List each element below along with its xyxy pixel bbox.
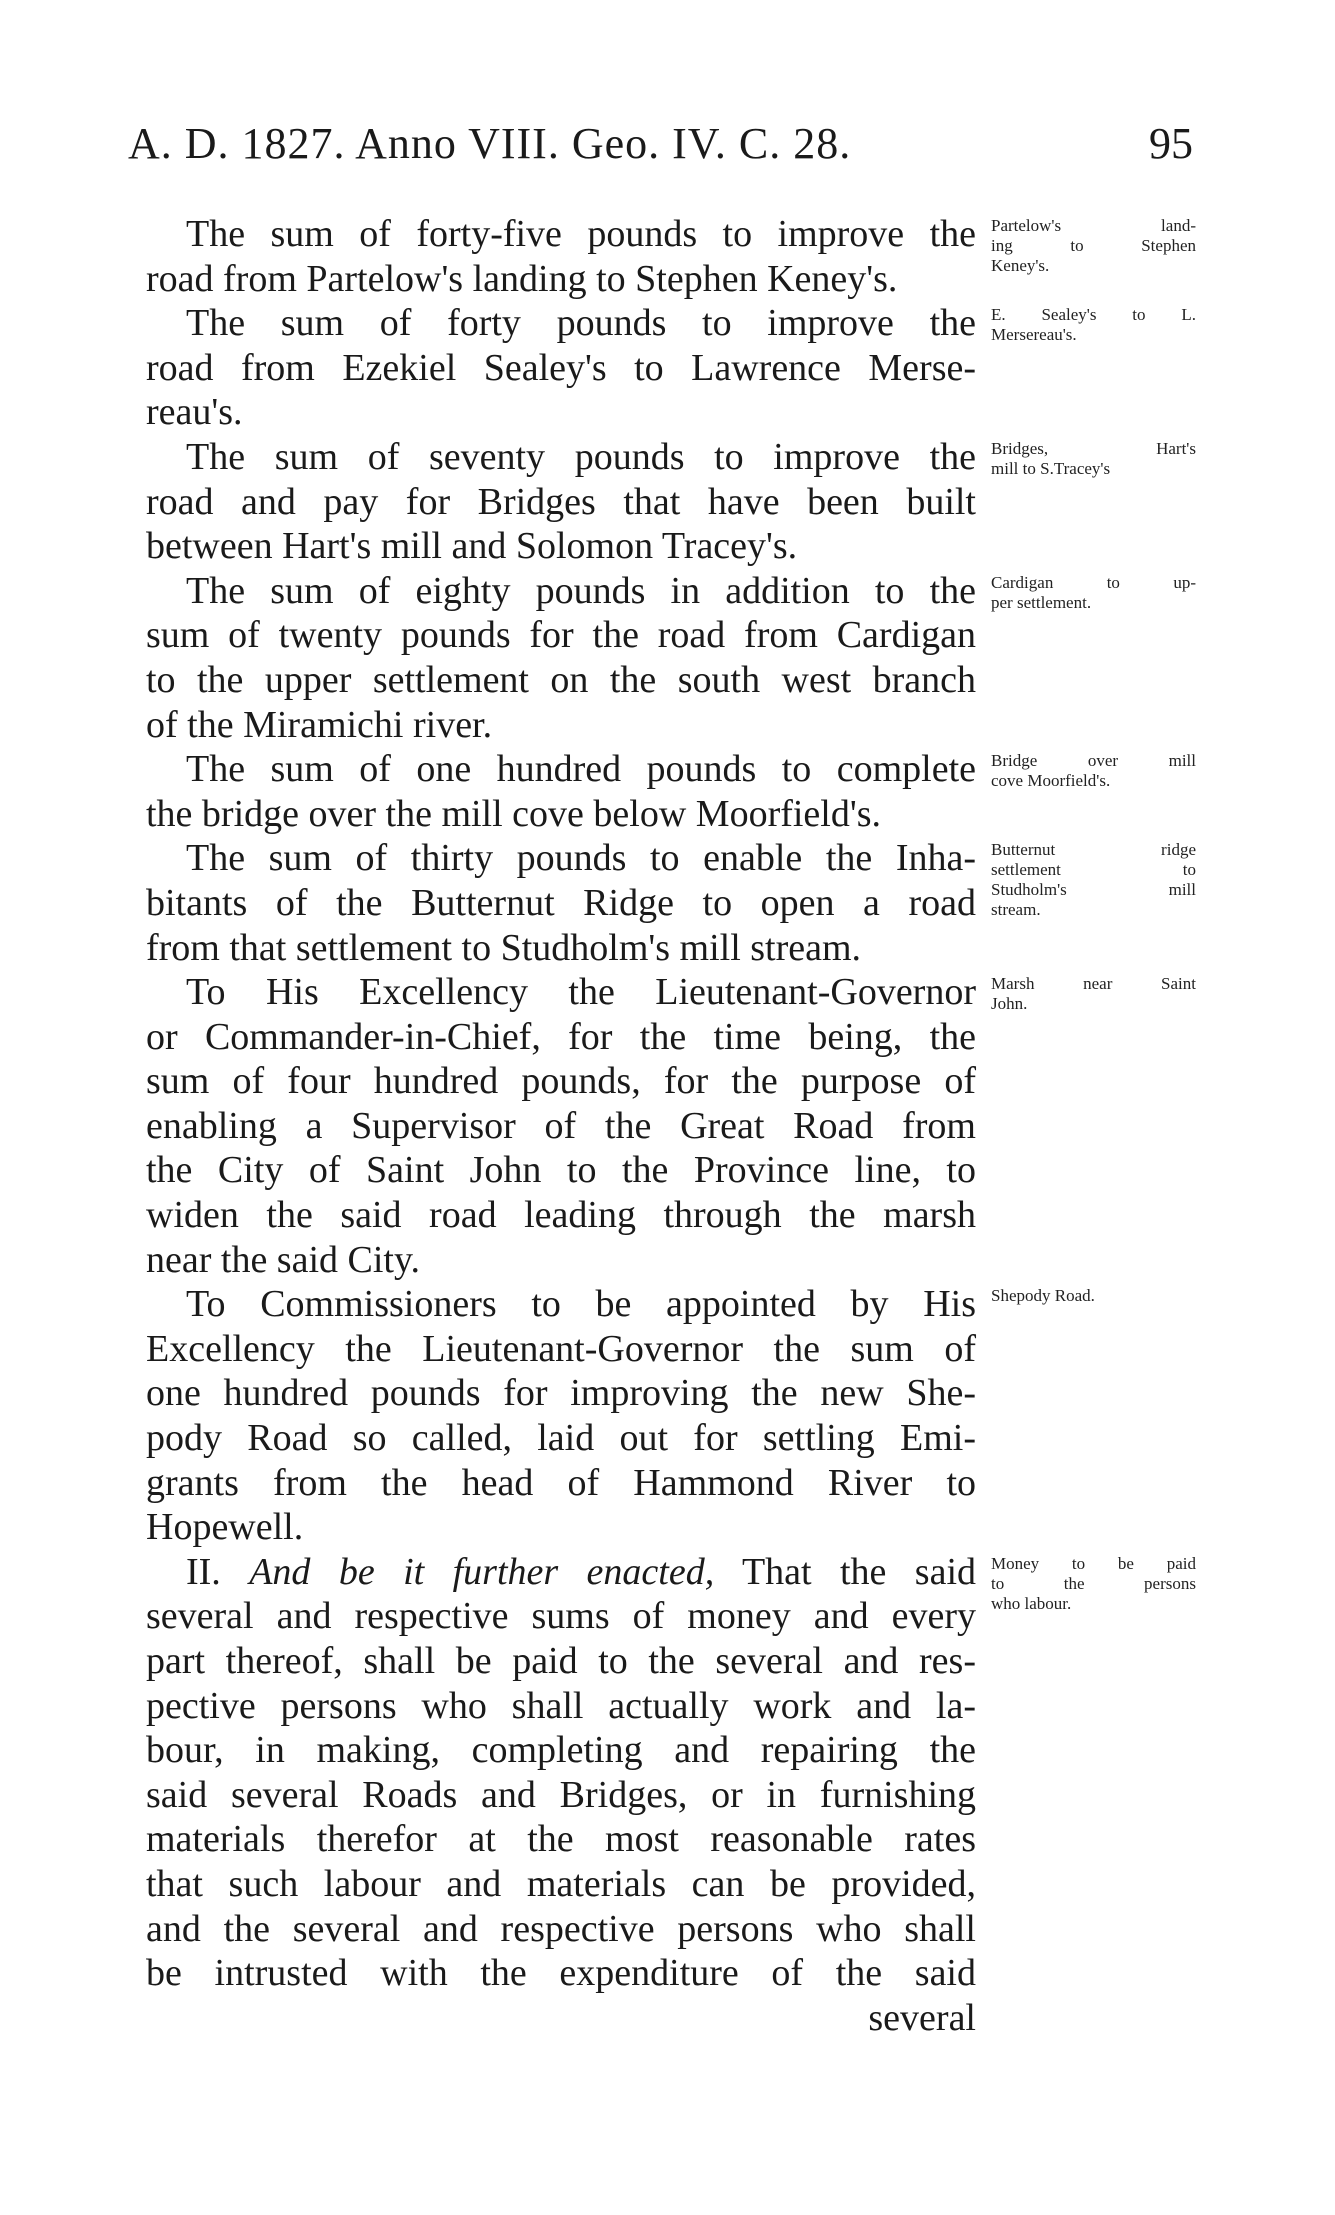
text-line: reau's. [146, 391, 243, 434]
text-line: road from Partelow's landing to Stephen Keney's. [146, 257, 898, 300]
text-line: Excellency the Lieutenant-Governor the sum of [146, 1327, 976, 1370]
text-line: the bridge over the mill cove below Moorfield's. [146, 792, 881, 835]
page-number: 95 [1149, 119, 1193, 168]
margin-note-line: settlement to [991, 860, 1196, 880]
text-line: said several Roads and Bridges, or in furnishing [146, 1773, 976, 1816]
paragraph [146, 301, 1196, 435]
text-line: widen the said road leading through the marsh [146, 1194, 976, 1237]
text-line: of the Miramichi river. [146, 703, 493, 746]
paragraph [146, 970, 1196, 1282]
text-line: and the several and respective persons who shall [146, 1907, 976, 1950]
margin-note-line: who labour. [991, 1593, 1072, 1613]
margin-note [991, 1554, 1196, 1614]
margin-note-line: Butternut ridge [991, 840, 1196, 860]
catchword: several [868, 1996, 976, 2039]
text-line: to the upper settlement on the south west branch [146, 658, 976, 701]
text-fragment: That the said [741, 1550, 976, 1593]
text-line: sum of twenty pounds for the road from Cardigan [146, 614, 976, 657]
running-title: A. D. 1827. Anno VIII. Geo. IV. C. 28. [128, 119, 852, 168]
margin-note [991, 573, 1196, 613]
margin-note-line: Money to be paid [991, 1553, 1196, 1573]
text-line: from that settlement to Studholm's mill stream. [146, 926, 862, 969]
margin-note-line: cove Moorfield's. [991, 771, 1111, 791]
text-line: The sum of seventy pounds to improve the [186, 435, 976, 478]
margin-note-line: E. Sealey's to L. [991, 305, 1196, 325]
enacting-clause: And be it further enacted, [249, 1550, 715, 1593]
margin-note [991, 840, 1196, 920]
text-line: grants from the head of Hammond River to [146, 1461, 976, 1504]
paragraph [146, 747, 1196, 836]
paragraph [146, 435, 1196, 569]
margin-note-line: John. [991, 994, 1028, 1014]
text-line: road from Ezekiel Sealey's to Lawrence Merse- [146, 346, 976, 389]
text-line: that such labour and materials can be provided, [146, 1862, 976, 1905]
margin-note-line: Bridges, Hart's [991, 438, 1196, 458]
text-line: bitants of the Butternut Ridge to open a road [146, 881, 976, 924]
text-line: road and pay for Bridges that have been built [146, 480, 976, 523]
text-line: The sum of eighty pounds in addition to the [186, 569, 976, 612]
text-line: several and respective sums of money and every [146, 1595, 976, 1638]
text-line: or Commander-in-Chief, for the time being, the [146, 1015, 976, 1058]
page-header [128, 118, 1193, 178]
text-line: near the said City. [146, 1238, 421, 1281]
margin-note-line: Bridge over mill [991, 751, 1196, 771]
text-line: The sum of forty-five pounds to improve the [186, 213, 976, 255]
text-line: be intrusted with the expenditure of the said [146, 1952, 976, 1995]
text-line: To His Excellency the Lieutenant-Governor [186, 971, 976, 1014]
margin-note-line: to the persons [991, 1573, 1196, 1593]
margin-note-line: per settlement. [991, 592, 1092, 612]
text-line: enabling a Supervisor of the Great Road from [146, 1104, 976, 1147]
margin-note [991, 974, 1196, 1014]
margin-note-line: Marsh near Saint [991, 974, 1196, 994]
margin-note-line: Partelow's land- [991, 216, 1196, 235]
text-line: To Commissioners to be appointed by His [186, 1283, 976, 1326]
margin-note [991, 305, 1196, 345]
text-line: part thereof, shall be paid to the several and res- [146, 1640, 976, 1682]
text-line: sum of four hundred pounds, for the purpose of [146, 1060, 976, 1103]
paragraph [146, 212, 1196, 301]
paragraph [146, 1550, 1196, 1996]
paragraph [146, 836, 1196, 970]
text-line: the City of Saint John to the Province line, to [146, 1149, 976, 1192]
margin-note-line: stream. [991, 900, 1041, 920]
margin-note-line: Studholm's mill [991, 880, 1196, 900]
text-line: materials therefor at the most reasonable rates [146, 1818, 976, 1861]
section-number: II. [186, 1550, 221, 1593]
margin-note-line: ing to Stephen [991, 236, 1196, 255]
text-line: The sum of one hundred pounds to complete [186, 748, 976, 791]
paragraph [146, 569, 1196, 747]
text-line: between Hart's mill and Solomon Tracey's. [146, 525, 798, 568]
margin-note [991, 439, 1196, 479]
text-line: pody Road so called, laid out for settling Emi- [146, 1417, 976, 1460]
margin-note-line: Mersereau's. [991, 325, 1077, 345]
margin-note-line: Shepody Road. [991, 1286, 1095, 1306]
margin-note [991, 1286, 1196, 1306]
margin-note-line: mill to S.Tracey's [991, 458, 1111, 478]
text-line: Hopewell. [146, 1506, 304, 1549]
text-line: bour, in making, completing and repairing the [146, 1729, 976, 1772]
margin-note-line: Keney's. [991, 256, 1050, 275]
margin-note [991, 751, 1196, 791]
text-line: pective persons who shall actually work and la- [146, 1684, 976, 1727]
page-body [146, 212, 1196, 2040]
text-line: one hundred pounds for improving the new She- [146, 1372, 976, 1415]
text-line: The sum of forty pounds to improve the [186, 302, 976, 345]
text-line [146, 1550, 976, 1595]
margin-note-line: Cardigan to up- [991, 572, 1196, 592]
margin-note [991, 216, 1196, 276]
paragraph [146, 1282, 1095, 1550]
text-line: The sum of thirty pounds to enable the Inha- [186, 837, 976, 880]
